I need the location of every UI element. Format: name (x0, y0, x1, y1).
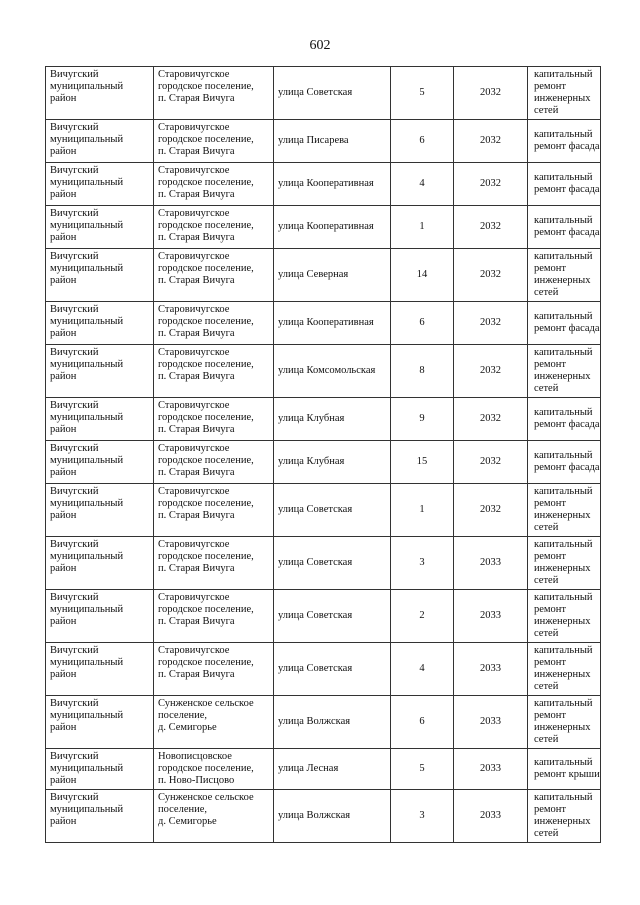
district-cell (46, 790, 154, 843)
district-cell-line: район (50, 563, 77, 574)
district-cell (46, 749, 154, 790)
street-cell: улица Клубная (274, 398, 391, 441)
street-cell: улица Писарева (274, 120, 391, 163)
year-cell: 2032 (454, 67, 528, 120)
work-type-cell-line: инженерных (534, 275, 591, 286)
work-type-cell-line: ремонт фасада (534, 462, 600, 473)
work-type-cell-line: капитальный (534, 450, 593, 461)
district-cell-line: район (50, 722, 77, 733)
work-type-cell (528, 441, 601, 484)
street-cell: улица Лесная (274, 749, 391, 790)
settlement-cell-line: п. Ново-Писцово (158, 775, 235, 786)
district-cell-line: Вичугский (50, 347, 99, 358)
settlement-cell-line: Старовичугское (158, 645, 230, 656)
street-cell: улица Комсомольская (274, 345, 391, 398)
district-cell-line: муниципальный (50, 455, 124, 466)
street-cell: улица Советская (274, 484, 391, 537)
settlement-cell-line: Старовичугское (158, 486, 230, 497)
table-row (46, 302, 601, 345)
district-cell-line: Вичугский (50, 645, 99, 656)
street-cell: улица Клубная (274, 441, 391, 484)
district-cell-line: Вичугский (50, 69, 99, 80)
street-cell: улица Волжская (274, 696, 391, 749)
settlement-cell (154, 67, 274, 120)
settlement-cell-line: Новописцовское (158, 751, 232, 762)
district-cell-line: Вичугский (50, 592, 99, 603)
settlement-cell-line: Старовичугское (158, 122, 230, 133)
district-cell-line: муниципальный (50, 657, 124, 668)
settlement-cell-line: поселение, (158, 710, 208, 721)
district-cell-line: муниципальный (50, 134, 124, 145)
work-type-cell-line: капитальный (534, 215, 593, 226)
year-cell: 2032 (454, 163, 528, 206)
year-cell: 2032 (454, 120, 528, 163)
work-type-cell-line: ремонт (534, 359, 567, 370)
settlement-cell (154, 749, 274, 790)
settlement-cell (154, 302, 274, 345)
settlement-cell-line: городское поселение, (158, 359, 254, 370)
work-type-cell-line: ремонт (534, 551, 567, 562)
district-cell-line: район (50, 328, 77, 339)
year-cell: 2033 (454, 590, 528, 643)
settlement-cell-line: городское поселение, (158, 134, 254, 145)
settlement-cell-line: Старовичугское (158, 165, 230, 176)
settlement-cell (154, 537, 274, 590)
house-number-cell: 4 (391, 643, 454, 696)
district-cell-line: муниципальный (50, 316, 124, 327)
settlement-cell-line: д. Семигорье (158, 816, 217, 827)
work-type-cell-line: сетей (534, 522, 559, 533)
house-number-cell: 9 (391, 398, 454, 441)
work-type-cell (528, 67, 601, 120)
settlement-cell-line: п. Старая Вичуга (158, 232, 235, 243)
work-type-cell (528, 643, 601, 696)
work-type-cell-line: ремонт (534, 81, 567, 92)
work-type-cell (528, 590, 601, 643)
year-cell: 2032 (454, 302, 528, 345)
year-cell: 2032 (454, 484, 528, 537)
district-cell-line: район (50, 371, 77, 382)
work-type-cell-line: инженерных (534, 510, 591, 521)
street-cell: улица Северная (274, 249, 391, 302)
work-type-cell-line: капитальный (534, 172, 593, 183)
district-cell-line: район (50, 93, 77, 104)
district-cell-line: Вичугский (50, 539, 99, 550)
work-type-cell (528, 206, 601, 249)
district-cell-line: муниципальный (50, 81, 124, 92)
district-cell-line: Вичугский (50, 443, 99, 454)
street-cell: улица Кооперативная (274, 206, 391, 249)
settlement-cell-line: Старовичугское (158, 400, 230, 411)
house-number-cell: 15 (391, 441, 454, 484)
settlement-cell-line: поселение, (158, 804, 208, 815)
table-row (46, 206, 601, 249)
district-cell (46, 163, 154, 206)
settlement-cell-line: Старовичугское (158, 208, 230, 219)
settlement-cell-line: городское поселение, (158, 263, 254, 274)
district-cell (46, 643, 154, 696)
street-cell: улица Советская (274, 590, 391, 643)
district-cell-line: муниципальный (50, 412, 124, 423)
house-number-cell: 6 (391, 302, 454, 345)
work-type-cell-line: инженерных (534, 371, 591, 382)
house-number-cell: 3 (391, 537, 454, 590)
repair-schedule-table (45, 66, 601, 843)
settlement-cell (154, 345, 274, 398)
district-cell (46, 345, 154, 398)
work-type-cell-line: сетей (534, 681, 559, 692)
work-type-cell (528, 249, 601, 302)
table-row (46, 484, 601, 537)
district-cell-line: муниципальный (50, 263, 124, 274)
district-cell-line: район (50, 424, 77, 435)
settlement-cell-line: городское поселение, (158, 455, 254, 466)
district-cell (46, 590, 154, 643)
district-cell-line: район (50, 275, 77, 286)
settlement-cell-line: городское поселение, (158, 177, 254, 188)
district-cell-line: муниципальный (50, 551, 124, 562)
settlement-cell (154, 790, 274, 843)
work-type-cell-line: ремонт (534, 604, 567, 615)
settlement-cell-line: городское поселение, (158, 316, 254, 327)
district-cell (46, 441, 154, 484)
table-row (46, 120, 601, 163)
table-row (46, 163, 601, 206)
work-type-cell-line: сетей (534, 575, 559, 586)
district-cell-line: Вичугский (50, 304, 99, 315)
work-type-cell-line: сетей (534, 734, 559, 745)
settlement-cell-line: городское поселение, (158, 657, 254, 668)
year-cell: 2032 (454, 345, 528, 398)
district-cell-line: район (50, 816, 77, 827)
house-number-cell: 3 (391, 790, 454, 843)
work-type-cell (528, 749, 601, 790)
work-type-cell (528, 398, 601, 441)
year-cell: 2032 (454, 249, 528, 302)
district-cell-line: район (50, 616, 77, 627)
work-type-cell-line: капитальный (534, 251, 593, 262)
house-number-cell: 4 (391, 163, 454, 206)
settlement-cell (154, 206, 274, 249)
street-cell: улица Советская (274, 67, 391, 120)
settlement-cell (154, 696, 274, 749)
settlement-cell-line: Старовичугское (158, 347, 230, 358)
district-cell-line: Вичугский (50, 251, 99, 262)
table-row (46, 590, 601, 643)
house-number-cell: 14 (391, 249, 454, 302)
settlement-cell (154, 163, 274, 206)
district-cell-line: район (50, 146, 77, 157)
settlement-cell-line: городское поселение, (158, 220, 254, 231)
work-type-cell (528, 345, 601, 398)
district-cell-line: Вичугский (50, 792, 99, 803)
house-number-cell: 5 (391, 749, 454, 790)
work-type-cell-line: сетей (534, 628, 559, 639)
work-type-cell-line: ремонт (534, 804, 567, 815)
district-cell (46, 67, 154, 120)
settlement-cell-line: Старовичугское (158, 443, 230, 454)
house-number-cell: 2 (391, 590, 454, 643)
work-type-cell-line: ремонт фасада (534, 227, 600, 238)
settlement-cell-line: п. Старая Вичуга (158, 467, 235, 478)
work-type-cell-line: капитальный (534, 757, 593, 768)
work-type-cell-line: капитальный (534, 698, 593, 709)
settlement-cell-line: Старовичугское (158, 251, 230, 262)
work-type-cell (528, 537, 601, 590)
settlement-cell (154, 590, 274, 643)
table-row (46, 790, 601, 843)
district-cell-line: Вичугский (50, 698, 99, 709)
work-type-cell-line: ремонт (534, 710, 567, 721)
settlement-cell-line: п. Старая Вичуга (158, 328, 235, 339)
district-cell (46, 302, 154, 345)
district-cell-line: район (50, 189, 77, 200)
street-cell: улица Кооперативная (274, 302, 391, 345)
work-type-cell-line: инженерных (534, 816, 591, 827)
settlement-cell-line: Сунженское сельское (158, 698, 254, 709)
street-cell: улица Кооперативная (274, 163, 391, 206)
district-cell-line: муниципальный (50, 359, 124, 370)
page-number: 602 (309, 38, 331, 53)
district-cell (46, 398, 154, 441)
table-row (46, 643, 601, 696)
year-cell: 2033 (454, 643, 528, 696)
table-row (46, 67, 601, 120)
settlement-cell-line: п. Старая Вичуга (158, 189, 235, 200)
year-cell: 2033 (454, 749, 528, 790)
house-number-cell: 5 (391, 67, 454, 120)
year-cell: 2032 (454, 206, 528, 249)
district-cell-line: муниципальный (50, 220, 124, 231)
work-type-cell-line: капитальный (534, 592, 593, 603)
district-cell-line: муниципальный (50, 763, 124, 774)
district-cell-line: Вичугский (50, 400, 99, 411)
district-cell (46, 484, 154, 537)
year-cell: 2032 (454, 398, 528, 441)
settlement-cell (154, 249, 274, 302)
house-number-cell: 8 (391, 345, 454, 398)
district-cell-line: муниципальный (50, 498, 124, 509)
work-type-cell-line: инженерных (534, 616, 591, 627)
work-type-cell-line: капитальный (534, 539, 593, 550)
district-cell-line: муниципальный (50, 177, 124, 188)
district-cell-line: Вичугский (50, 165, 99, 176)
work-type-cell-line: ремонт фасада (534, 141, 600, 152)
year-cell: 2033 (454, 537, 528, 590)
work-type-cell-line: ремонт фасада (534, 184, 600, 195)
settlement-cell-line: п. Старая Вичуга (158, 563, 235, 574)
work-type-cell-line: капитальный (534, 311, 593, 322)
work-type-cell (528, 696, 601, 749)
district-cell-line: муниципальный (50, 604, 124, 615)
work-type-cell-line: капитальный (534, 792, 593, 803)
settlement-cell-line: д. Семигорье (158, 722, 217, 733)
table-row (46, 537, 601, 590)
street-cell: улица Волжская (274, 790, 391, 843)
table-row (46, 749, 601, 790)
work-type-cell-line: капитальный (534, 347, 593, 358)
house-number-cell: 6 (391, 696, 454, 749)
work-type-cell-line: ремонт (534, 263, 567, 274)
settlement-cell-line: городское поселение, (158, 763, 254, 774)
district-cell-line: Вичугский (50, 751, 99, 762)
work-type-cell (528, 790, 601, 843)
work-type-cell-line: капитальный (534, 645, 593, 656)
settlement-cell-line: п. Старая Вичуга (158, 510, 235, 521)
work-type-cell-line: капитальный (534, 407, 593, 418)
settlement-cell (154, 441, 274, 484)
district-cell-line: Вичугский (50, 486, 99, 497)
work-type-cell-line: капитальный (534, 129, 593, 140)
work-type-cell-line: ремонт крыши (534, 769, 600, 780)
work-type-cell (528, 120, 601, 163)
district-cell-line: муниципальный (50, 710, 124, 721)
district-cell-line: Вичугский (50, 122, 99, 133)
settlement-cell-line: п. Старая Вичуга (158, 616, 235, 627)
settlement-cell-line: Сунженское сельское (158, 792, 254, 803)
district-cell (46, 249, 154, 302)
settlement-cell-line: Старовичугское (158, 539, 230, 550)
settlement-cell-line: городское поселение, (158, 498, 254, 509)
district-cell-line: район (50, 775, 77, 786)
work-type-cell-line: инженерных (534, 93, 591, 104)
house-number-cell: 1 (391, 206, 454, 249)
settlement-cell (154, 643, 274, 696)
work-type-cell-line: инженерных (534, 563, 591, 574)
table-body (46, 67, 601, 843)
settlement-cell-line: городское поселение, (158, 412, 254, 423)
settlement-cell-line: городское поселение, (158, 81, 254, 92)
work-type-cell-line: сетей (534, 828, 559, 839)
settlement-cell-line: городское поселение, (158, 604, 254, 615)
district-cell-line: район (50, 669, 77, 680)
settlement-cell-line: Старовичугское (158, 592, 230, 603)
work-type-cell-line: сетей (534, 287, 559, 298)
settlement-cell-line: п. Старая Вичуга (158, 371, 235, 382)
district-cell-line: район (50, 510, 77, 521)
district-cell (46, 206, 154, 249)
settlement-cell (154, 120, 274, 163)
district-cell-line: район (50, 232, 77, 243)
work-type-cell-line: инженерных (534, 669, 591, 680)
house-number-cell: 6 (391, 120, 454, 163)
work-type-cell (528, 484, 601, 537)
district-cell (46, 537, 154, 590)
table-row (46, 441, 601, 484)
house-number-cell: 1 (391, 484, 454, 537)
settlement-cell-line: Старовичугское (158, 304, 230, 315)
year-cell: 2033 (454, 696, 528, 749)
work-type-cell-line: капитальный (534, 69, 593, 80)
year-cell: 2032 (454, 441, 528, 484)
settlement-cell-line: п. Старая Вичуга (158, 275, 235, 286)
settlement-cell (154, 484, 274, 537)
district-cell (46, 120, 154, 163)
table-row (46, 696, 601, 749)
work-type-cell-line: ремонт (534, 657, 567, 668)
table-row (46, 249, 601, 302)
street-cell: улица Советская (274, 537, 391, 590)
district-cell-line: район (50, 467, 77, 478)
settlement-cell (154, 398, 274, 441)
work-type-cell-line: ремонт фасада (534, 323, 600, 334)
settlement-cell-line: п. Старая Вичуга (158, 669, 235, 680)
work-type-cell (528, 302, 601, 345)
work-type-cell-line: ремонт (534, 498, 567, 509)
table-row (46, 398, 601, 441)
district-cell (46, 696, 154, 749)
district-cell-line: муниципальный (50, 804, 124, 815)
settlement-cell-line: п. Старая Вичуга (158, 93, 235, 104)
district-cell-line: Вичугский (50, 208, 99, 219)
work-type-cell-line: инженерных (534, 722, 591, 733)
settlement-cell-line: городское поселение, (158, 551, 254, 562)
work-type-cell-line: капитальный (534, 486, 593, 497)
work-type-cell-line: сетей (534, 383, 559, 394)
settlement-cell-line: Старовичугское (158, 69, 230, 80)
year-cell: 2033 (454, 790, 528, 843)
street-cell: улица Советская (274, 643, 391, 696)
work-type-cell-line: ремонт фасада (534, 419, 600, 430)
work-type-cell-line: сетей (534, 105, 559, 116)
settlement-cell-line: п. Старая Вичуга (158, 424, 235, 435)
settlement-cell-line: п. Старая Вичуга (158, 146, 235, 157)
work-type-cell (528, 163, 601, 206)
table-row (46, 345, 601, 398)
